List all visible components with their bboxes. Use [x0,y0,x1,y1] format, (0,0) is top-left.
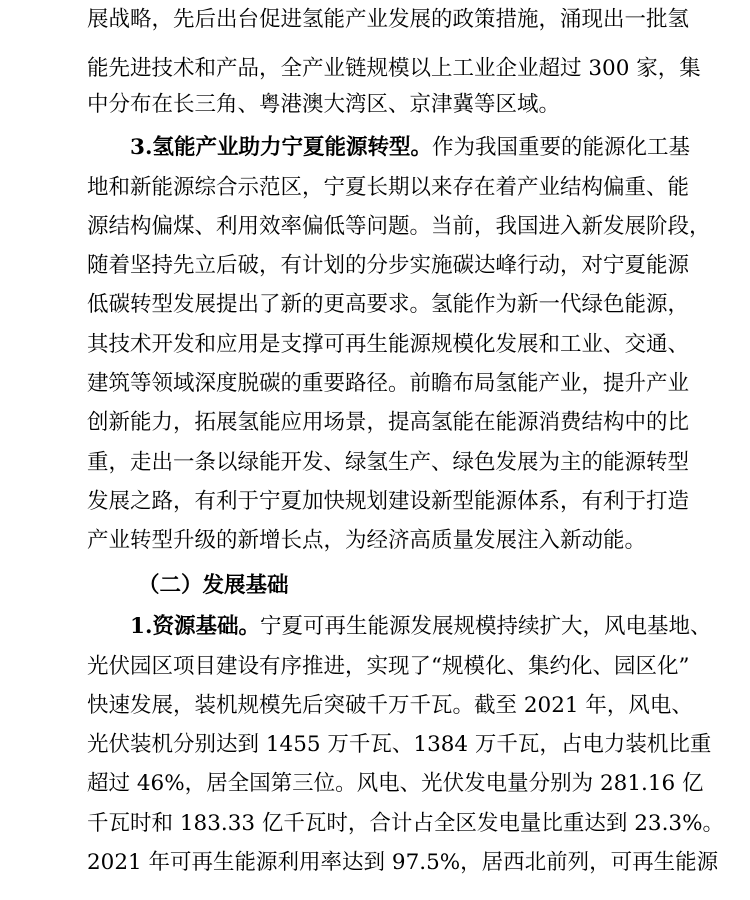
text-line: 超过 46%，居全国第三位。风电、光伏发电量分别为 281.16 亿 [87,771,704,796]
paragraph-text: 作为我国重要的能源化工基 [431,135,690,160]
text-line: 快速发展，装机规模先后突破千万千瓦。截至 2021 年，风电、 [87,693,693,718]
text-line: 地和新能源综合示范区，宁夏长期以来存在着产业结构偏重、能 [87,175,690,200]
text-line: 千瓦时和 183.33 亿千瓦时，合计占全区发电量比重达到 23.3%。 [87,811,725,836]
text-line: 光伏园区项目建设有序推进，实现了“规模化、集约化、园区化” [87,654,690,679]
text-line: 光伏装机分别达到 1455 万千瓦、1384 万千瓦，占电力装机比重 [87,732,712,757]
paragraph-heading: 3.氢能产业助力宁夏能源转型。 [130,135,432,160]
text-line: 产业转型升级的新增长点，为经济高质量发展注入新动能。 [87,528,647,553]
text-line: 展战略，先后出台促进氢能产业发展的政策措施，涌现出一批氢 [87,7,690,32]
text-line: 低碳转型发展提出了新的更高要求。氢能作为新一代绿色能源， [87,292,690,317]
text-line: 中分布在长三角、粤港澳大湾区、京津冀等区域。 [87,92,561,117]
text-line: 创新能力，拓展氢能应用场景，提高氢能在能源消费结构中的比 [87,410,690,435]
text-line: 建筑等领域深度脱碳的重要路径。前瞻布局氢能产业，提升产业 [87,371,690,396]
paragraph-first-line [130,129,690,167]
section-heading: （二）发展基础 [138,573,289,598]
text-line: 源结构偏煤、利用效率偏低等问题。当前，我国进入新发展阶段， [87,214,711,239]
text-line: 能先进技术和产品，全产业链规模以上工业企业超过 300 家，集 [87,56,701,81]
paragraph-first-line [130,608,712,646]
text-line: 重，走出一条以绿能开发、绿氢生产、绿色发展为主的能源转型 [87,450,690,475]
text-line: 发展之路，有利于宁夏加快规划建设新型能源体系，有利于打造 [87,489,690,514]
text-line: 随着坚持先立后破，有计划的分步实施碳达峰行动，对宁夏能源 [87,253,690,278]
paragraph-heading: 1.资源基础。 [130,614,260,639]
paragraph-text: 宁夏可再生能源发展规模持续扩大，风电基地、 [259,614,712,639]
text-line: 其技术开发和应用是支撑可再生能源规模化发展和工业、交通、 [87,332,690,357]
text-line: 2021 年可再生能源利用率达到 97.5%，居西北前列，可再生能源 [87,850,719,875]
